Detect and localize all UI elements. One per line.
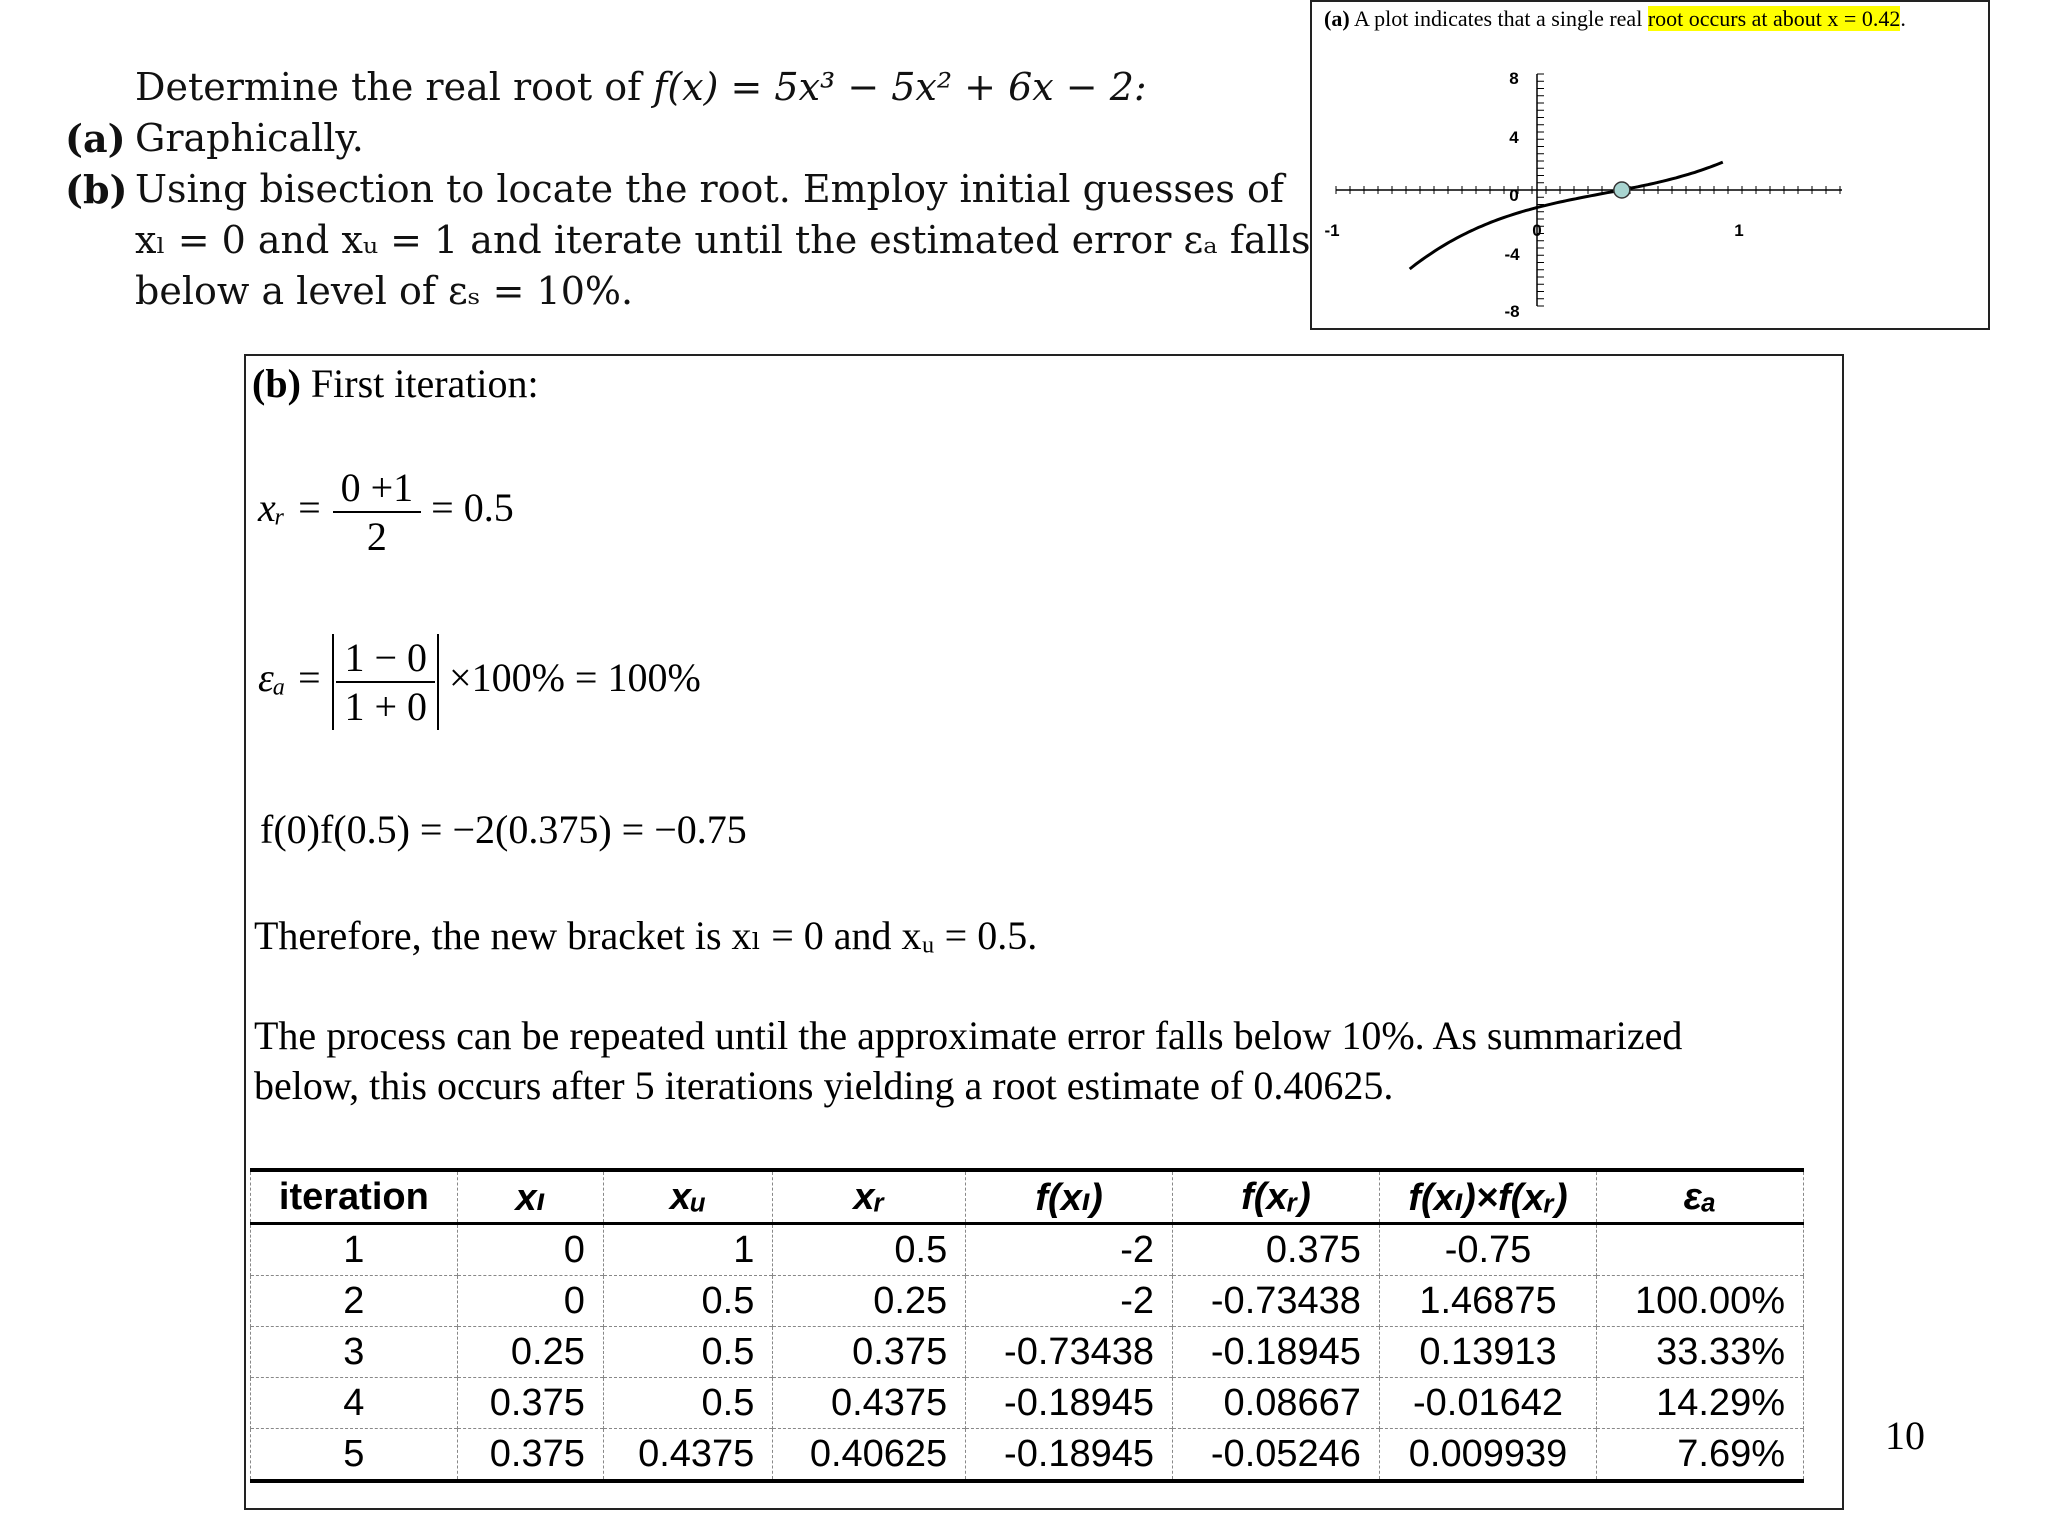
function-curve	[1410, 162, 1723, 269]
table-cell: -2	[966, 1224, 1173, 1276]
part-b	[55, 164, 1284, 215]
table-cell: -0.01642	[1379, 1378, 1596, 1429]
table-cell: -2	[966, 1276, 1173, 1327]
table-cell: -0.73438	[1173, 1276, 1380, 1327]
header-xr: xᵣ	[773, 1170, 966, 1224]
iteration-table	[250, 1168, 1804, 1483]
table-header-row	[251, 1170, 1804, 1224]
header-product: f(xₗ)×f(xᵣ)	[1379, 1170, 1596, 1224]
table-cell: -0.18945	[1173, 1327, 1380, 1378]
part-b-line1: Using bisection to locate the root. Employ initial guesses of	[135, 167, 1284, 211]
header-error: εₐ	[1597, 1170, 1804, 1224]
table-cell: 0.08667	[1173, 1378, 1380, 1429]
function-plot	[1312, 2, 1988, 328]
y-tick-label: 4	[1509, 128, 1519, 147]
header-xu: xᵤ	[603, 1170, 772, 1224]
xr-equation: xᵣ = $\frac{0 +1}{2}$ = 0.5	[258, 465, 514, 559]
part-a-label: (a)	[65, 116, 126, 161]
table-cell: 0.25	[773, 1276, 966, 1327]
ea-equation: εₐ = $\frac{1 - 0}{1 + 0}$ ×100% = 100%	[258, 635, 701, 729]
table-cell: 0.375	[457, 1429, 603, 1482]
table-cell: 0.375	[773, 1327, 966, 1378]
table-cell: 0.5	[773, 1224, 966, 1276]
table-cell: 0.5	[603, 1276, 772, 1327]
table-cell: 7.69%	[1597, 1429, 1804, 1482]
part-b-line2: xₗ = 0 and xᵤ = 1 and iterate until the estimated error εₐ falls	[135, 218, 1311, 262]
problem-intro: Determine the real root of f(x) = 5x³ − 5x² + 6x − 2:	[135, 65, 1147, 109]
product-equation: f(0)f(0.5) = −2(0.375) = −0.75	[260, 807, 747, 852]
table-cell: 0.25	[457, 1327, 603, 1378]
summary-line1: The process can be repeated until the approximate error falls below 10%. As summarized	[254, 1013, 1683, 1058]
y-tick-label: 0	[1509, 186, 1519, 205]
problem-statement	[55, 62, 1311, 317]
plot-figure	[1310, 0, 1990, 330]
page-number: 10	[1885, 1413, 1925, 1458]
table-cell: 0.4375	[773, 1378, 966, 1429]
part-b-label: (b)	[65, 167, 128, 212]
table-cell: 100.00%	[1597, 1276, 1804, 1327]
header-xl: xₗ	[457, 1170, 603, 1224]
table-cell: 1.46875	[1379, 1276, 1596, 1327]
part-a-text: Graphically.	[135, 116, 364, 160]
y-tick-label: 8	[1509, 69, 1519, 88]
table-cell: 1	[603, 1224, 772, 1276]
table-cell: 0.4375	[603, 1429, 772, 1482]
plot-caption: (a) A plot indicates that a single real root occurs at about x = 0.42.	[1324, 6, 1906, 31]
table-cell: 1	[251, 1224, 458, 1276]
header-f-xl: f(xₗ)	[966, 1170, 1173, 1224]
table-cell: 5	[251, 1429, 458, 1482]
y-tick-label: -4	[1504, 245, 1520, 264]
solution-heading: (b) First iteration:	[252, 361, 539, 406]
table-cell: 2	[251, 1276, 458, 1327]
table-cell: 0	[457, 1276, 603, 1327]
table-cell	[1597, 1224, 1804, 1276]
table-row	[251, 1276, 1804, 1327]
table-cell: 3	[251, 1327, 458, 1378]
summary-line2: below, this occurs after 5 iterations yielding a root estimate of 0.40625.	[254, 1063, 1394, 1108]
table-row	[251, 1378, 1804, 1429]
table-cell: 0.375	[1173, 1224, 1380, 1276]
x-tick-label: 0	[1532, 221, 1542, 240]
table-row	[251, 1327, 1804, 1378]
header-iteration: iteration	[251, 1170, 458, 1224]
table-row	[251, 1429, 1804, 1482]
problem-function: f(x) = 5x³ − 5x² + 6x − 2:	[653, 65, 1147, 109]
xr-fraction: $\frac{0 +1}{2}$	[333, 464, 422, 560]
table-row	[251, 1224, 1804, 1276]
table-cell: 0.375	[457, 1378, 603, 1429]
y-tick-label: -8	[1504, 302, 1520, 321]
table-cell: 0.5	[603, 1378, 772, 1429]
table-cell: 0.009939	[1379, 1429, 1596, 1482]
table-cell: 33.33%	[1597, 1327, 1804, 1378]
x-tick-label: -1	[1324, 221, 1340, 240]
header-f-xr: f(xᵣ)	[1173, 1170, 1380, 1224]
new-bracket-text: Therefore, the new bracket is xₗ = 0 and xᵤ = 0.5.	[254, 913, 1038, 958]
table-cell: 0.5	[603, 1327, 772, 1378]
table-cell: 0.40625	[773, 1429, 966, 1482]
table-cell: 4	[251, 1378, 458, 1429]
x-tick-label: 1	[1734, 221, 1744, 240]
table-cell: 0.13913	[1379, 1327, 1596, 1378]
table-cell: -0.05246	[1173, 1429, 1380, 1482]
table-cell: -0.18945	[966, 1429, 1173, 1482]
root-marker	[1614, 182, 1630, 198]
caption-highlight: root occurs at about x = 0.42	[1647, 6, 1901, 31]
part-a	[55, 113, 1175, 164]
table-cell: 0	[457, 1224, 603, 1276]
absolute-value: $\frac{1 - 0}{1 + 0}$	[332, 634, 439, 730]
table-cell: -0.18945	[966, 1378, 1173, 1429]
part-b-line3: below a level of εₛ = 10%.	[135, 269, 634, 313]
table-cell: 14.29%	[1597, 1378, 1804, 1429]
table-cell: -0.73438	[966, 1327, 1173, 1378]
table-cell: -0.75	[1379, 1224, 1596, 1276]
